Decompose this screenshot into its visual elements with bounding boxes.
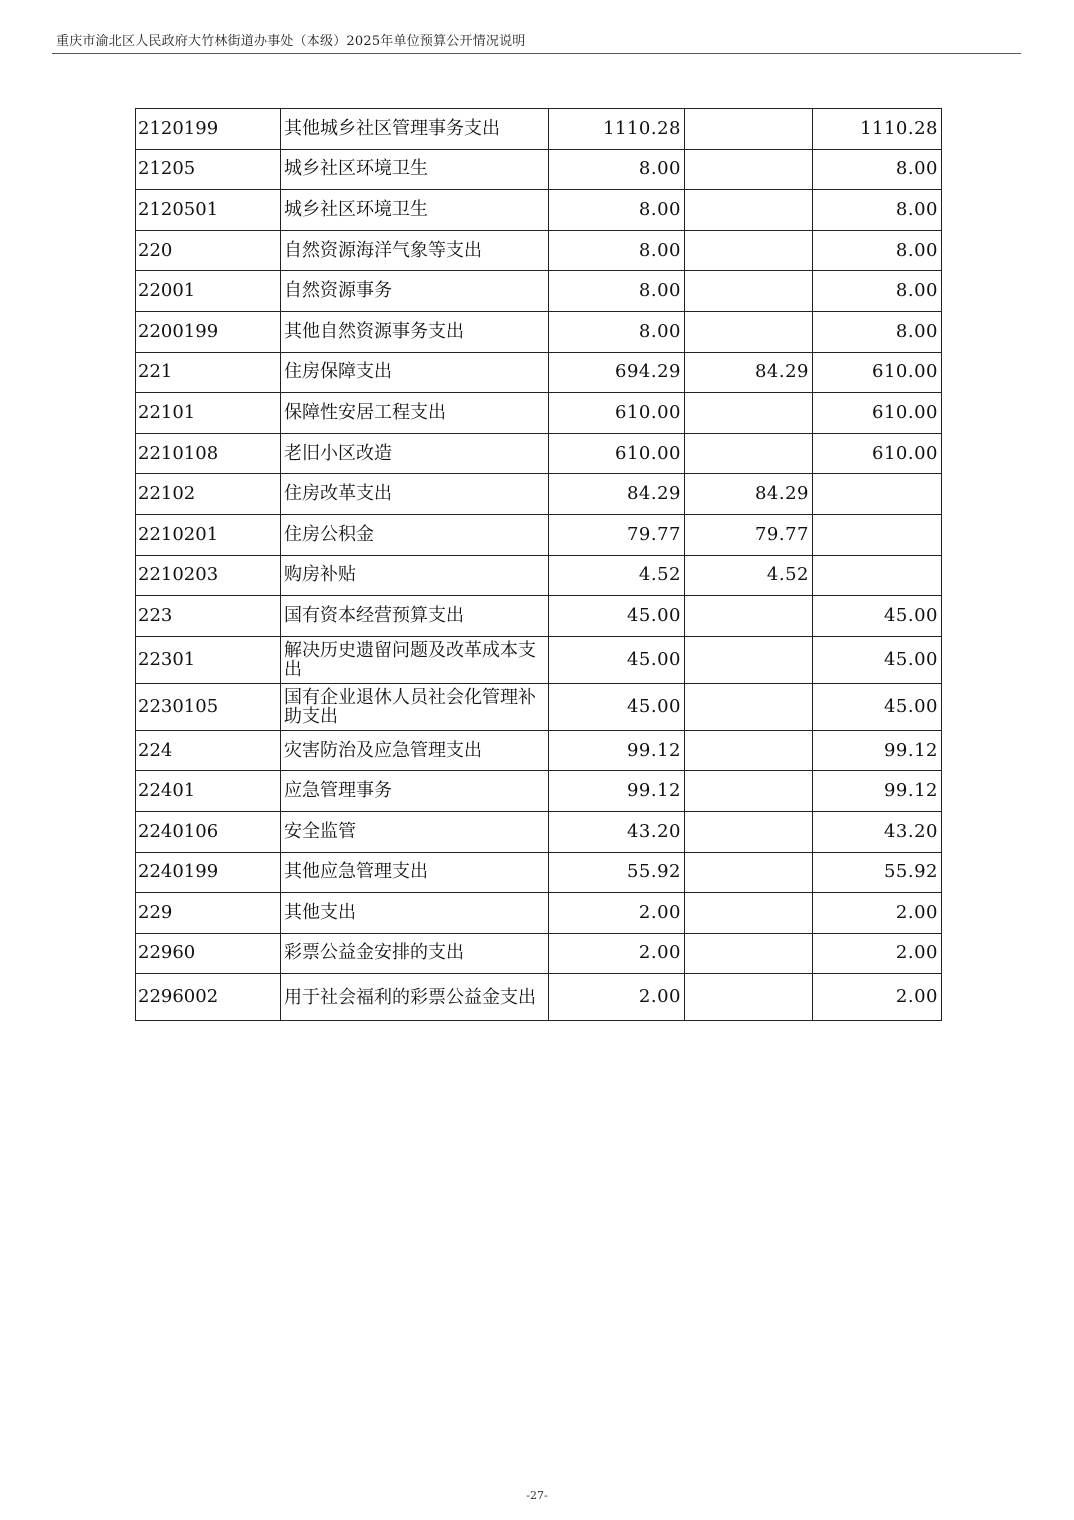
total-amount-cell: 8.00 <box>549 230 685 271</box>
project-expenditure-cell <box>813 555 942 596</box>
basic-expenditure-cell <box>685 311 813 352</box>
subject-name-cell: 其他城乡社区管理事务支出 <box>281 109 549 150</box>
total-amount-cell: 694.29 <box>549 352 685 393</box>
total-amount-cell: 45.00 <box>549 683 685 730</box>
page-number: -27- <box>526 1489 548 1502</box>
basic-expenditure-cell <box>685 771 813 812</box>
subject-code-cell: 22401 <box>136 771 281 812</box>
subject-code-cell: 2120501 <box>136 190 281 231</box>
basic-expenditure-cell <box>685 893 813 934</box>
total-amount-cell: 79.77 <box>549 514 685 555</box>
subject-code-cell: 2120199 <box>136 109 281 150</box>
subject-code-cell: 221 <box>136 352 281 393</box>
project-expenditure-cell: 2.00 <box>813 974 942 1021</box>
subject-code-cell: 223 <box>136 596 281 637</box>
table-row <box>136 149 942 190</box>
total-amount-cell: 610.00 <box>549 433 685 474</box>
subject-code-cell: 220 <box>136 230 281 271</box>
total-amount-cell: 55.92 <box>549 852 685 893</box>
subject-code-cell: 2230105 <box>136 683 281 730</box>
budget-table-body <box>136 109 942 1021</box>
subject-code-cell: 22960 <box>136 933 281 974</box>
basic-expenditure-cell: 4.52 <box>685 555 813 596</box>
table-row <box>136 730 942 771</box>
subject-name-cell: 其他支出 <box>281 893 549 934</box>
total-amount-cell: 8.00 <box>549 190 685 231</box>
table-row <box>136 190 942 231</box>
total-amount-cell: 610.00 <box>549 393 685 434</box>
project-expenditure-cell: 43.20 <box>813 811 942 852</box>
basic-expenditure-cell <box>685 852 813 893</box>
subject-name-cell: 自然资源事务 <box>281 271 549 312</box>
basic-expenditure-cell <box>685 933 813 974</box>
subject-name-cell: 用于社会福利的彩票公益金支出 <box>281 974 549 1021</box>
basic-expenditure-cell <box>685 596 813 637</box>
subject-code-cell: 22101 <box>136 393 281 434</box>
table-row <box>136 230 942 271</box>
basic-expenditure-cell <box>685 149 813 190</box>
project-expenditure-cell: 99.12 <box>813 771 942 812</box>
subject-code-cell: 22102 <box>136 474 281 515</box>
total-amount-cell: 43.20 <box>549 811 685 852</box>
basic-expenditure-cell <box>685 974 813 1021</box>
total-amount-cell: 45.00 <box>549 636 685 683</box>
total-amount-cell: 84.29 <box>549 474 685 515</box>
table-row <box>136 636 942 683</box>
table-row <box>136 311 942 352</box>
project-expenditure-cell: 99.12 <box>813 730 942 771</box>
total-amount-cell: 45.00 <box>549 596 685 637</box>
basic-expenditure-cell <box>685 730 813 771</box>
table-row <box>136 109 942 150</box>
subject-name-cell: 住房保障支出 <box>281 352 549 393</box>
table-row <box>136 933 942 974</box>
total-amount-cell: 2.00 <box>549 933 685 974</box>
basic-expenditure-cell <box>685 109 813 150</box>
subject-code-cell: 2200199 <box>136 311 281 352</box>
table-row <box>136 433 942 474</box>
basic-expenditure-cell <box>685 683 813 730</box>
basic-expenditure-cell: 79.77 <box>685 514 813 555</box>
subject-code-cell: 2210201 <box>136 514 281 555</box>
table-row <box>136 852 942 893</box>
total-amount-cell: 8.00 <box>549 311 685 352</box>
basic-expenditure-cell <box>685 433 813 474</box>
table-row <box>136 271 942 312</box>
total-amount-cell: 99.12 <box>549 730 685 771</box>
project-expenditure-cell <box>813 474 942 515</box>
subject-code-cell: 2240106 <box>136 811 281 852</box>
table-row <box>136 352 942 393</box>
subject-name-cell: 国有资本经营预算支出 <box>281 596 549 637</box>
basic-expenditure-cell <box>685 636 813 683</box>
project-expenditure-cell: 8.00 <box>813 230 942 271</box>
subject-name-cell: 住房改革支出 <box>281 474 549 515</box>
basic-expenditure-cell: 84.29 <box>685 352 813 393</box>
subject-name-cell: 自然资源海洋气象等支出 <box>281 230 549 271</box>
header-divider <box>52 53 1021 54</box>
page-header-title: 重庆市渝北区人民政府大竹林街道办事处（本级）2025年单位预算公开情况说明 <box>56 34 526 49</box>
basic-expenditure-cell <box>685 230 813 271</box>
project-expenditure-cell: 45.00 <box>813 596 942 637</box>
table-row <box>136 771 942 812</box>
project-expenditure-cell: 610.00 <box>813 352 942 393</box>
subject-name-cell: 解决历史遗留问题及改革成本支出 <box>281 636 549 683</box>
table-row <box>136 811 942 852</box>
subject-name-cell: 城乡社区环境卫生 <box>281 190 549 231</box>
subject-code-cell: 22301 <box>136 636 281 683</box>
basic-expenditure-cell: 84.29 <box>685 474 813 515</box>
subject-name-cell: 城乡社区环境卫生 <box>281 149 549 190</box>
subject-name-cell: 安全监管 <box>281 811 549 852</box>
total-amount-cell: 8.00 <box>549 149 685 190</box>
budget-expenditure-table <box>135 108 942 1021</box>
project-expenditure-cell: 2.00 <box>813 933 942 974</box>
project-expenditure-cell: 8.00 <box>813 149 942 190</box>
subject-name-cell: 其他自然资源事务支出 <box>281 311 549 352</box>
table-row <box>136 474 942 515</box>
subject-code-cell: 2210108 <box>136 433 281 474</box>
total-amount-cell: 4.52 <box>549 555 685 596</box>
subject-name-cell: 住房公积金 <box>281 514 549 555</box>
subject-name-cell: 应急管理事务 <box>281 771 549 812</box>
subject-code-cell: 21205 <box>136 149 281 190</box>
subject-code-cell: 2210203 <box>136 555 281 596</box>
project-expenditure-cell: 8.00 <box>813 190 942 231</box>
subject-name-cell: 老旧小区改造 <box>281 433 549 474</box>
project-expenditure-cell: 45.00 <box>813 636 942 683</box>
project-expenditure-cell: 610.00 <box>813 393 942 434</box>
total-amount-cell: 2.00 <box>549 974 685 1021</box>
table-row <box>136 893 942 934</box>
project-expenditure-cell: 610.00 <box>813 433 942 474</box>
total-amount-cell: 99.12 <box>549 771 685 812</box>
project-expenditure-cell: 8.00 <box>813 271 942 312</box>
subject-name-cell: 其他应急管理支出 <box>281 852 549 893</box>
table-row <box>136 596 942 637</box>
project-expenditure-cell: 2.00 <box>813 893 942 934</box>
table-row <box>136 555 942 596</box>
total-amount-cell: 2.00 <box>549 893 685 934</box>
subject-name-cell: 彩票公益金安排的支出 <box>281 933 549 974</box>
subject-name-cell: 购房补贴 <box>281 555 549 596</box>
table-row <box>136 514 942 555</box>
table-row <box>136 393 942 434</box>
project-expenditure-cell: 1110.28 <box>813 109 942 150</box>
project-expenditure-cell: 8.00 <box>813 311 942 352</box>
total-amount-cell: 1110.28 <box>549 109 685 150</box>
basic-expenditure-cell <box>685 393 813 434</box>
project-expenditure-cell <box>813 514 942 555</box>
subject-code-cell: 229 <box>136 893 281 934</box>
total-amount-cell: 8.00 <box>549 271 685 312</box>
basic-expenditure-cell <box>685 190 813 231</box>
project-expenditure-cell: 55.92 <box>813 852 942 893</box>
subject-code-cell: 2296002 <box>136 974 281 1021</box>
subject-code-cell: 2240199 <box>136 852 281 893</box>
basic-expenditure-cell <box>685 271 813 312</box>
subject-code-cell: 224 <box>136 730 281 771</box>
table-row <box>136 974 942 1021</box>
basic-expenditure-cell <box>685 811 813 852</box>
table-row <box>136 683 942 730</box>
subject-name-cell: 保障性安居工程支出 <box>281 393 549 434</box>
project-expenditure-cell: 45.00 <box>813 683 942 730</box>
subject-name-cell: 国有企业退休人员社会化管理补助支出 <box>281 683 549 730</box>
subject-code-cell: 22001 <box>136 271 281 312</box>
subject-name-cell: 灾害防治及应急管理支出 <box>281 730 549 771</box>
